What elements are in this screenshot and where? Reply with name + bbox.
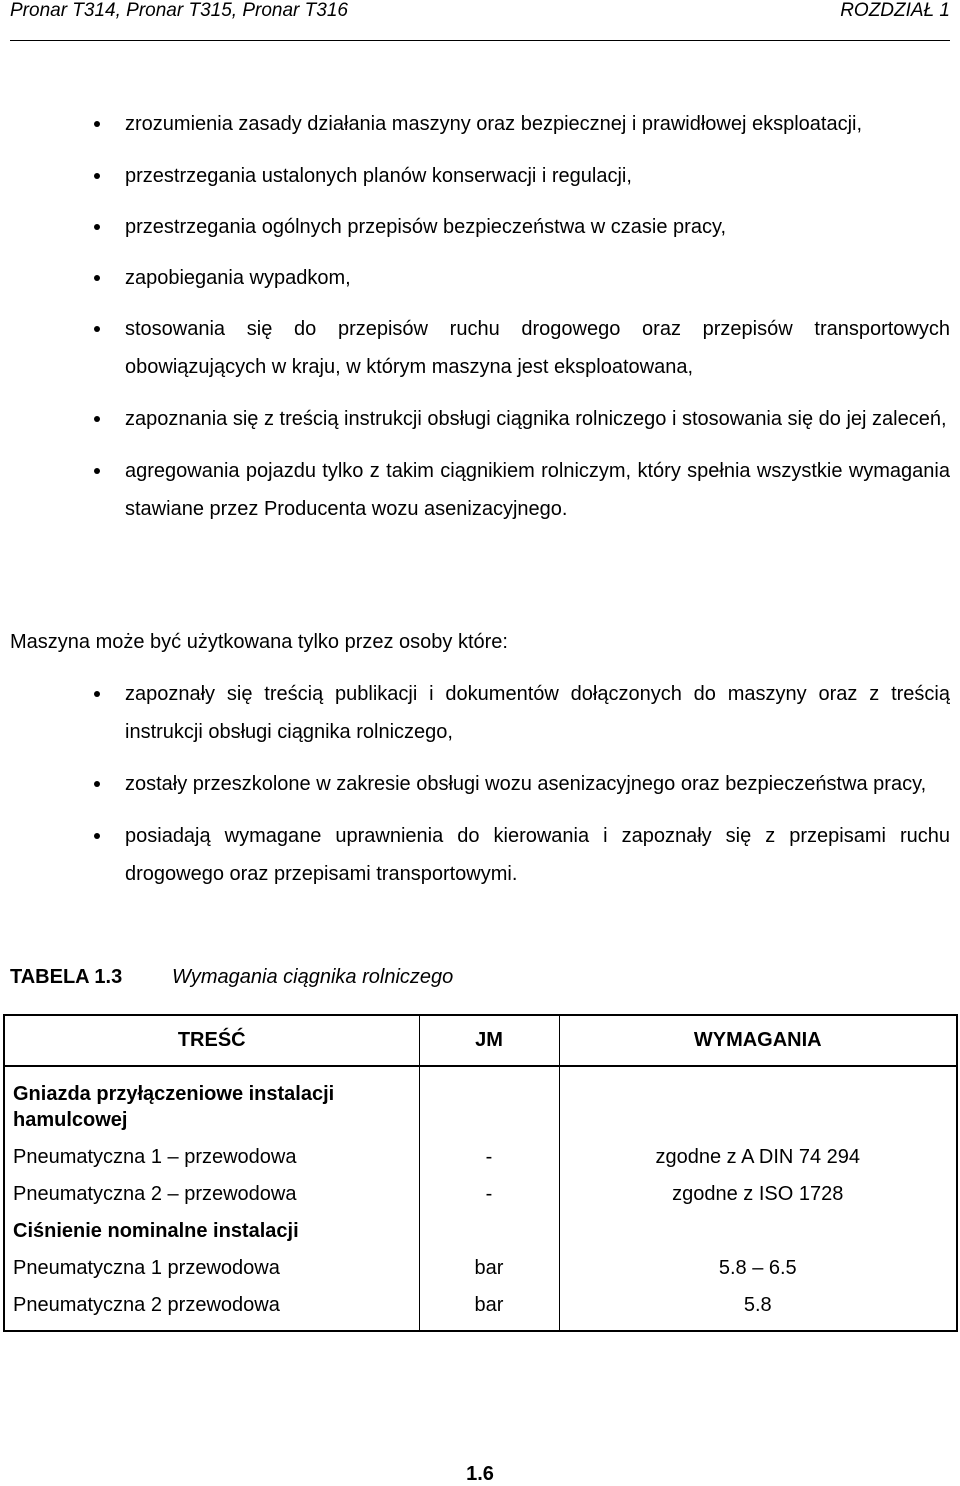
table-cell: zgodne z A DIN 74 294 (559, 1139, 957, 1176)
table-cell: Pneumatyczna 1 – przewodowa (4, 1139, 419, 1176)
list-item: zostały przeszkolone w zakresie obsługi wozu asenizacyjnego oraz bezpieczeństwa pracy, (10, 765, 950, 803)
operators-paragraph: Maszyna może być użytkowana tylko przez osoby które: (10, 631, 508, 653)
column-header-unit: JM (419, 1015, 559, 1066)
bullet-icon (94, 275, 100, 281)
table-cell: zgodne z ISO 1728 (559, 1176, 957, 1213)
list-item: zapoznania się z treścią instrukcji obsługi ciągnika rolniczego i stosowania się do jej zaleceń, (10, 400, 950, 438)
table-cell: Pneumatyczna 2 – przewodowa (4, 1176, 419, 1213)
group-heading: Ciśnienie nominalne instalacji (4, 1213, 419, 1250)
list-item: agregowania pojazdu tylko z takim ciągnikiem rolniczym, który spełnia wszystkie wymagania stawiane przez Producenta wozu asenizacyjnego. (10, 452, 950, 528)
bullet-icon (94, 121, 100, 127)
bullet-icon (94, 468, 100, 474)
list-item: zapobiegania wypadkom, (10, 259, 950, 297)
table-cell: Pneumatyczna 2 przewodowa (4, 1287, 419, 1331)
table-cell: 5.8 (559, 1287, 957, 1331)
bullet-icon (94, 833, 100, 839)
header-chapter: ROZDZIAŁ 1 (840, 0, 950, 21)
table-cell: - (419, 1139, 559, 1176)
column-header-requirements: WYMAGANIA (559, 1015, 957, 1066)
page-number: 1.6 (466, 1463, 494, 1485)
tractor-requirements-table (3, 1014, 958, 1332)
table-caption (10, 958, 453, 996)
table-cell: bar (419, 1250, 559, 1287)
table-cell: bar (419, 1287, 559, 1331)
bullet-icon (94, 173, 100, 179)
bullet-icon (94, 416, 100, 422)
user-duties-list (10, 105, 950, 542)
table-number: TABELA 1.3 (10, 966, 123, 988)
list-item: posiadają wymagane uprawnienia do kierowania i zapoznały się z przepisami ruchu drogowego oraz przepisami transportowymi. (10, 817, 950, 893)
table-row (4, 1213, 957, 1250)
operator-requirements-list (10, 675, 950, 907)
list-item: zapoznały się treścią publikacji i dokumentów dołączonych do maszyny oraz z treścią instrukcji obsługi ciągnika rolniczego, (10, 675, 950, 751)
bullet-icon (94, 326, 100, 332)
table-cell: Pneumatyczna 1 przewodowa (4, 1250, 419, 1287)
table-row (4, 1176, 957, 1213)
list-item: przestrzegania ustalonych planów konserwacji i regulacji, (10, 157, 950, 195)
header-product-names: Pronar T314, Pronar T315, Pronar T316 (10, 0, 348, 21)
table-row (4, 1250, 957, 1287)
table-title: Wymagania ciągnika rolniczego (172, 966, 454, 988)
list-item: przestrzegania ogólnych przepisów bezpieczeństwa w czasie pracy, (10, 208, 950, 246)
page-header (10, 0, 950, 41)
column-header-content: TREŚĆ (4, 1015, 419, 1066)
list-item: zrozumienia zasady działania maszyny oraz bezpiecznej i prawidłowej eksploatacji, (10, 105, 950, 143)
table-row (4, 1139, 957, 1176)
table-cell: 5.8 – 6.5 (559, 1250, 957, 1287)
table-cell: - (419, 1176, 559, 1213)
table-header-row (4, 1015, 957, 1066)
group-heading: Gniazda przyłączeniowe instalacji hamulcowej (4, 1066, 419, 1139)
list-item: stosowania się do przepisów ruchu drogowego oraz przepisów transportowych obowiązujących w kraju, w którym maszyna jest eksploatowana, (10, 310, 950, 386)
bullet-icon (94, 781, 100, 787)
table-row (4, 1287, 957, 1331)
bullet-icon (94, 691, 100, 697)
table-row (4, 1066, 957, 1139)
bullet-icon (94, 224, 100, 230)
